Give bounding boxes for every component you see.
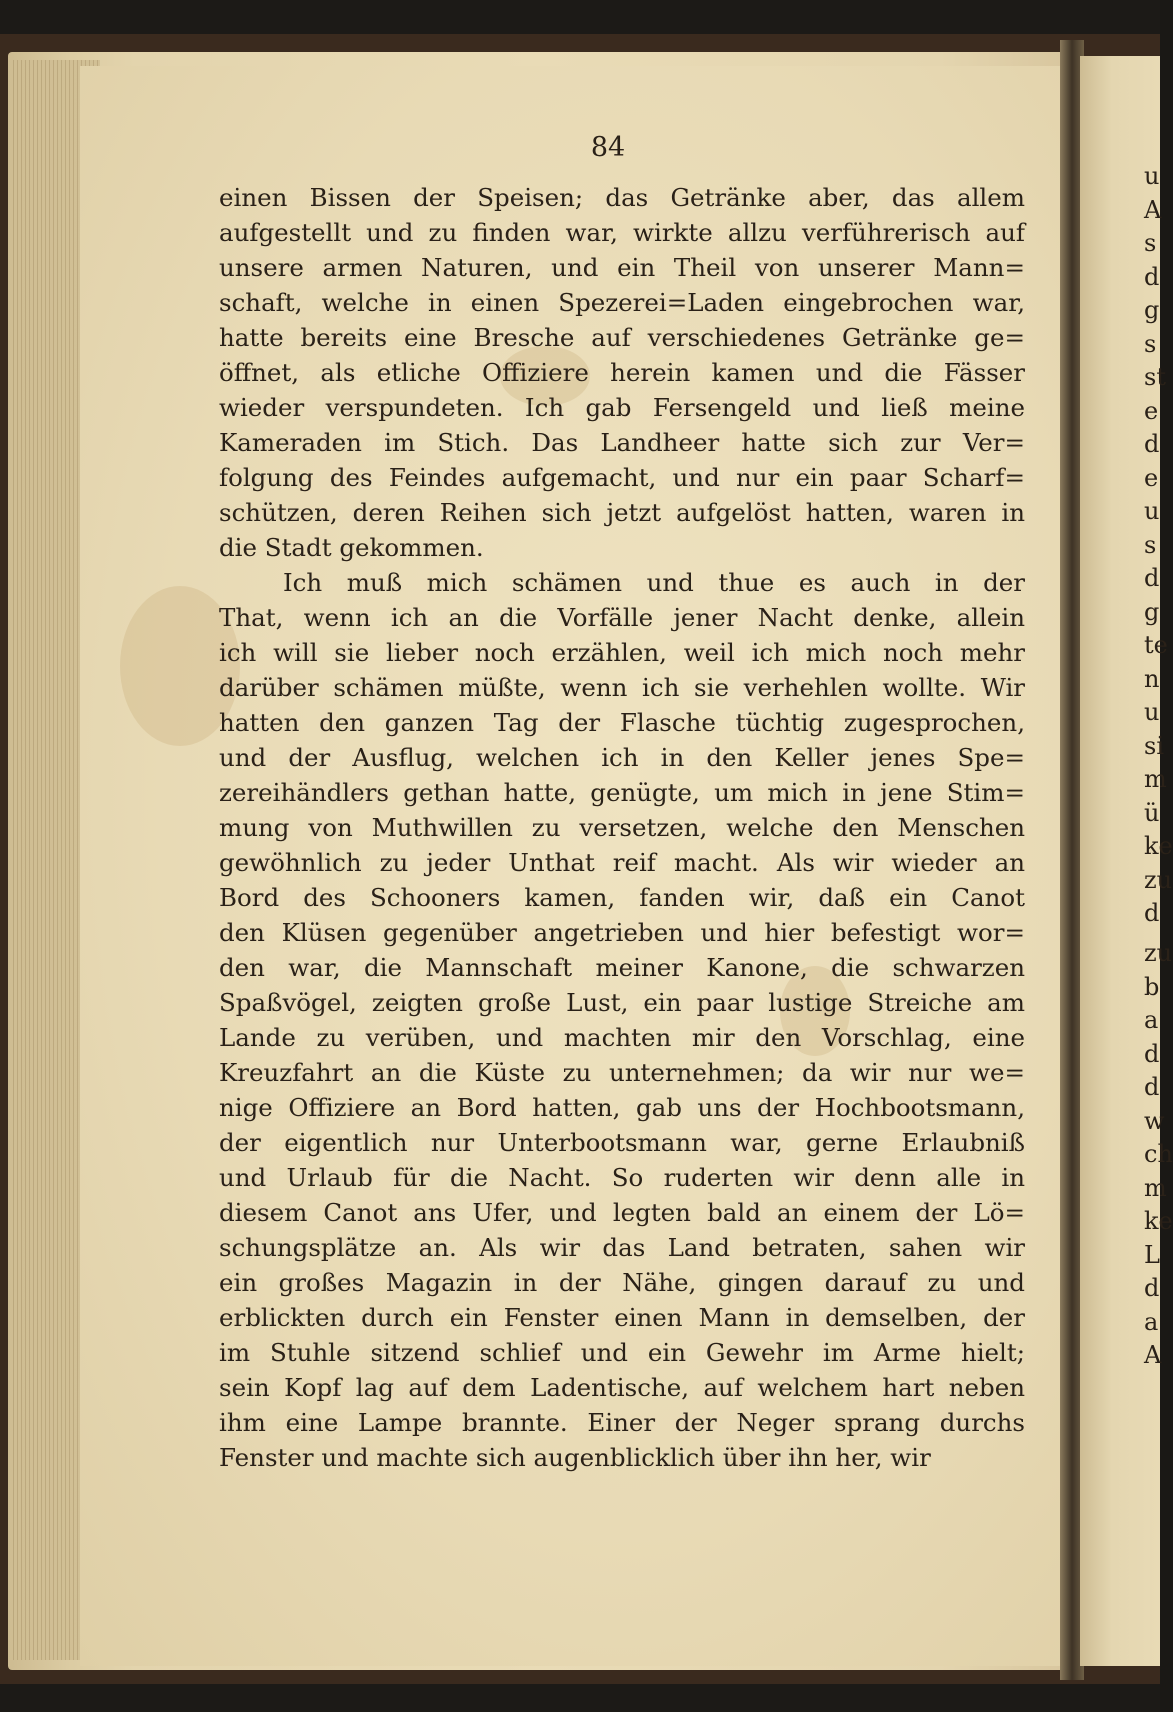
text-line: gewöhnlich zu jeder Unthat reif macht. Als wir wieder an: [219, 848, 1025, 877]
facing-page-fragment: L: [1144, 1240, 1160, 1269]
facing-page-fragment: w: [1144, 1106, 1165, 1135]
text-line: schungsplätze an. Als wir das Land betraten, sahen wir: [219, 1233, 1025, 1262]
facing-page-fragment: A: [1144, 195, 1162, 224]
text-line: den Klüsen gegenüber angetrieben und hier befestigt wor=: [219, 918, 1025, 947]
text-line: diesem Canot ans Ufer, und legten bald an einem der Lö=: [219, 1198, 1025, 1227]
facing-page-fragment: g: [1144, 296, 1160, 324]
facing-page-fragment: st: [1144, 363, 1166, 391]
text-line: hatte bereits eine Bresche auf verschiedenes Getränke ge=: [219, 323, 1025, 352]
text-line: den war, die Mannschaft meiner Kanone, die schwarzen: [219, 953, 1025, 982]
text-line: erblickten durch ein Fenster einen Mann in demselben, der: [219, 1303, 1025, 1332]
facing-page-fragment: A: [1144, 1341, 1162, 1369]
facing-page-fragment: e: [1144, 396, 1159, 425]
page-number: 84: [590, 132, 626, 163]
facing-page-fragment: m: [1144, 1173, 1167, 1202]
facing-page-fragment: ch: [1144, 1140, 1173, 1168]
text-line: und der Ausflug, welchen ich in den Keller jenes Spe=: [219, 743, 1025, 772]
text-line: unsere armen Naturen, und ein Theil von unserer Mann=: [219, 253, 1025, 282]
facing-page-fragment: d: [1144, 1274, 1160, 1302]
text-line: aufgestellt und zu finden war, wirkte allzu verführerisch auf: [219, 218, 1025, 247]
text-line: schaft, welche in einen Spezerei=Laden eingebrochen war,: [219, 288, 1025, 317]
text-line: Lande zu verüben, und machten mir den Vorschlag, eine: [219, 1023, 1025, 1052]
text-line: Kreuzfahrt an die Küste zu unternehmen; da wir nur we=: [219, 1058, 1025, 1087]
text-line: schützen, deren Reihen sich jetzt aufgelöst hatten, waren in: [219, 498, 1025, 527]
text-line: That, wenn ich an die Vorfälle jener Nacht denke, allein: [219, 603, 1025, 632]
text-line: darüber schämen müßte, wenn ich sie verhehlen wollte. Wir: [219, 673, 1025, 702]
text-line: Ich muß mich schämen und thue es auch in der: [283, 568, 1025, 597]
page-text: [219, 180, 1025, 1475]
text-line: Bord des Schooners kamen, fanden wir, daß ein Canot: [219, 883, 1025, 912]
text-line: im Stuhle sitzend schlief und ein Gewehr im Arme hielt;: [219, 1338, 1025, 1367]
facing-page-fragment: u: [1144, 497, 1160, 525]
facing-page-fragment: d: [1144, 262, 1160, 291]
facing-page-fragment: a: [1144, 1006, 1159, 1034]
text-line: mung von Muthwillen zu versetzen, welche den Menschen: [219, 813, 1025, 842]
facing-page-fragment: d: [1144, 1073, 1160, 1101]
facing-page-fragment: s: [1144, 329, 1157, 358]
facing-page-fragment: s: [1144, 229, 1157, 257]
facing-page-fragments: [1144, 160, 1173, 1373]
text-line: wieder verspundeten. Ich gab Fersengeld und ließ meine: [219, 393, 1025, 422]
text-line: folgung des Feindes aufgemacht, und nur ein paar Scharf=: [219, 463, 1025, 492]
text-line: ich will sie lieber noch erzählen, weil ich mich noch mehr: [219, 638, 1025, 667]
facing-page-fragment: d: [1144, 564, 1160, 592]
facing-page-fragment: b: [1144, 972, 1160, 1001]
text-line: zereihändlers gethan hatte, genügte, um mich in jene Stim=: [219, 778, 1025, 807]
facing-page-fragment: d: [1144, 899, 1160, 927]
facing-page-fragment: e: [1144, 463, 1159, 492]
facing-page-fragment: d: [1144, 430, 1160, 458]
text-line: sein Kopf lag auf dem Ladentische, auf welchem hart neben: [219, 1373, 1025, 1402]
facing-page-fragment: s: [1144, 530, 1157, 559]
text-line: ein großes Magazin in der Nähe, gingen darauf zu und: [219, 1268, 1025, 1297]
text-line: der eigentlich nur Unterbootsmann war, gerne Erlaubniß: [219, 1128, 1025, 1157]
facing-page-fragment: g: [1144, 597, 1160, 626]
facing-page-fragment: te: [1144, 631, 1168, 659]
text-line: Kameraden im Stich. Das Landheer hatte sich zur Ver=: [219, 428, 1025, 457]
text-line: Fenster und machte sich augenblicklich über ihn her, wir: [219, 1443, 931, 1472]
text-line: hatten den ganzen Tag der Flasche tüchtig zugesprochen,: [219, 708, 1025, 737]
facing-page-fragment: zu: [1144, 865, 1173, 894]
text-line: ihm eine Lampe brannte. Einer der Neger sprang durchs: [219, 1408, 1025, 1437]
facing-page-fragment: u: [1144, 698, 1160, 726]
facing-page-fragment: a: [1144, 1307, 1159, 1336]
facing-page-fragment: ke: [1144, 1207, 1173, 1235]
text-line: und Urlaub für die Nacht. So ruderten wir denn alle in: [219, 1163, 1025, 1192]
text-line: nige Offiziere an Bord hatten, gab uns der Hochbootsmann,: [219, 1093, 1025, 1122]
facing-page-fragment: d: [1144, 1039, 1160, 1068]
facing-page-fragment: m: [1144, 765, 1167, 793]
text-line: öffnet, als etliche Offiziere herein kamen und die Fässer: [219, 358, 1025, 387]
facing-page-fragment: u: [1144, 162, 1160, 190]
facing-page-fragment: n: [1144, 664, 1160, 693]
text-line: einen Bissen der Speisen; das Getränke aber, das allem: [219, 183, 1025, 212]
text-line: Spaßvögel, zeigten große Lust, ein paar lustige Streiche am: [219, 988, 1025, 1017]
facing-page-fragment: ü: [1144, 798, 1160, 827]
facing-page-fragment: ke: [1144, 832, 1173, 860]
facing-page-fragment: si: [1144, 731, 1164, 760]
text-line: die Stadt gekommen.: [219, 533, 484, 562]
facing-page-fragment: zu: [1144, 939, 1173, 967]
